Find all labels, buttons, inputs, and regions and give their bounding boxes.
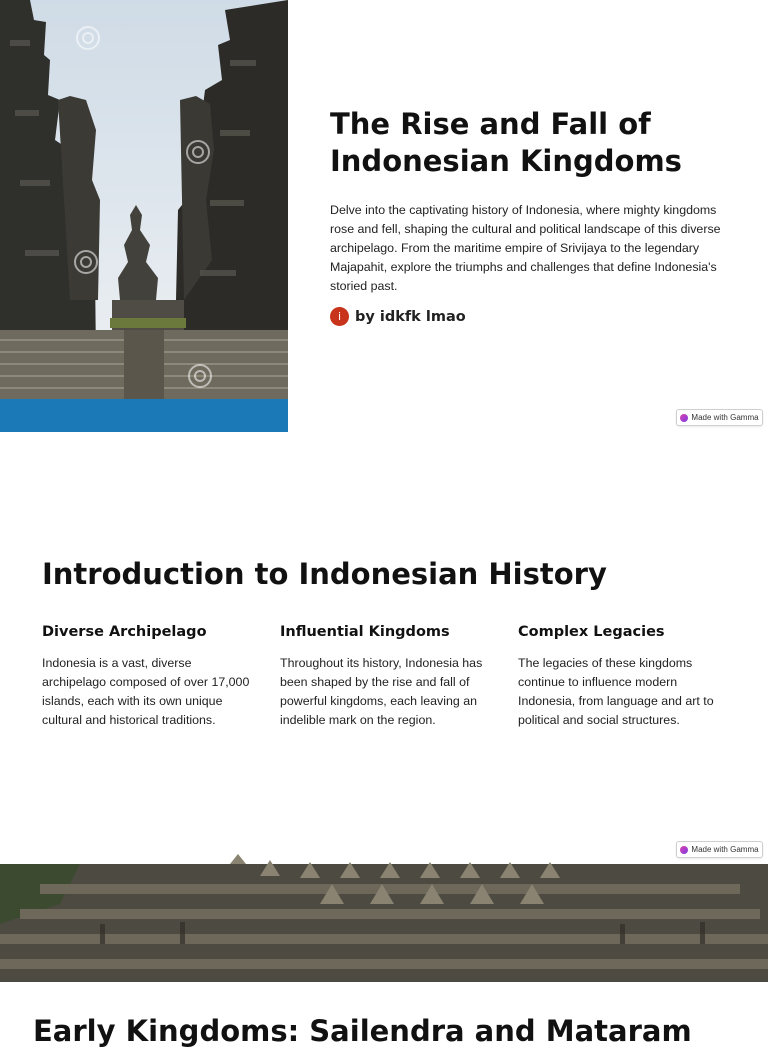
column-diverse-archipelago bbox=[42, 624, 257, 730]
column-text: The legacies of these kingdoms continue to influence modern Indonesia, from language and art to political and social structures. bbox=[518, 656, 714, 727]
slide-title: Introduction to Indonesian History bbox=[42, 557, 607, 591]
made-with-gamma-badge[interactable] bbox=[676, 841, 763, 858]
column-heading: Complex Legacies bbox=[518, 624, 665, 640]
presentation-description: Delve into the captivating history of Indonesia, where mighty kingdoms rose and fell, shaping the cultural and political landscape of this diverse archipelago. From the maritime empire of Srivijaya to the legendary Majapahit, explore the triumphs and challenges that define Indonesia's storied past. bbox=[330, 203, 721, 293]
early-kingdoms-slide bbox=[0, 864, 768, 1048]
badge-label: Made with Gamma bbox=[691, 845, 759, 854]
presentation-title: The Rise and Fall of Indonesian Kingdoms bbox=[330, 107, 682, 178]
column-text: Indonesia is a vast, diverse archipelago composed of over 17,000 islands, each with its own unique cultural and historical traditions. bbox=[42, 656, 250, 727]
column-text: Throughout its history, Indonesia has been shaped by the rise and fall of powerful kingdoms, each leaving an indelible mark on the region. bbox=[280, 656, 483, 727]
gamma-logo-icon bbox=[680, 414, 688, 422]
column-heading: Influential Kingdoms bbox=[280, 624, 450, 640]
column-influential-kingdoms bbox=[280, 624, 495, 730]
gamma-logo-icon bbox=[680, 846, 688, 854]
column-heading: Diverse Archipelago bbox=[42, 624, 207, 640]
title-slide bbox=[0, 0, 768, 432]
author-byline[interactable] bbox=[330, 307, 466, 326]
slide-title: Early Kingdoms: Sailendra and Mataram bbox=[33, 1014, 692, 1048]
made-with-gamma-badge[interactable] bbox=[676, 409, 763, 426]
balinese-temple-gate-image bbox=[0, 0, 288, 432]
avatar: i bbox=[330, 307, 349, 326]
introduction-slide bbox=[0, 432, 768, 864]
borobudur-temple-image bbox=[0, 864, 768, 982]
column-complex-legacies bbox=[518, 624, 733, 730]
author-name: by idkfk lmao bbox=[355, 308, 466, 325]
badge-label: Made with Gamma bbox=[691, 413, 759, 422]
